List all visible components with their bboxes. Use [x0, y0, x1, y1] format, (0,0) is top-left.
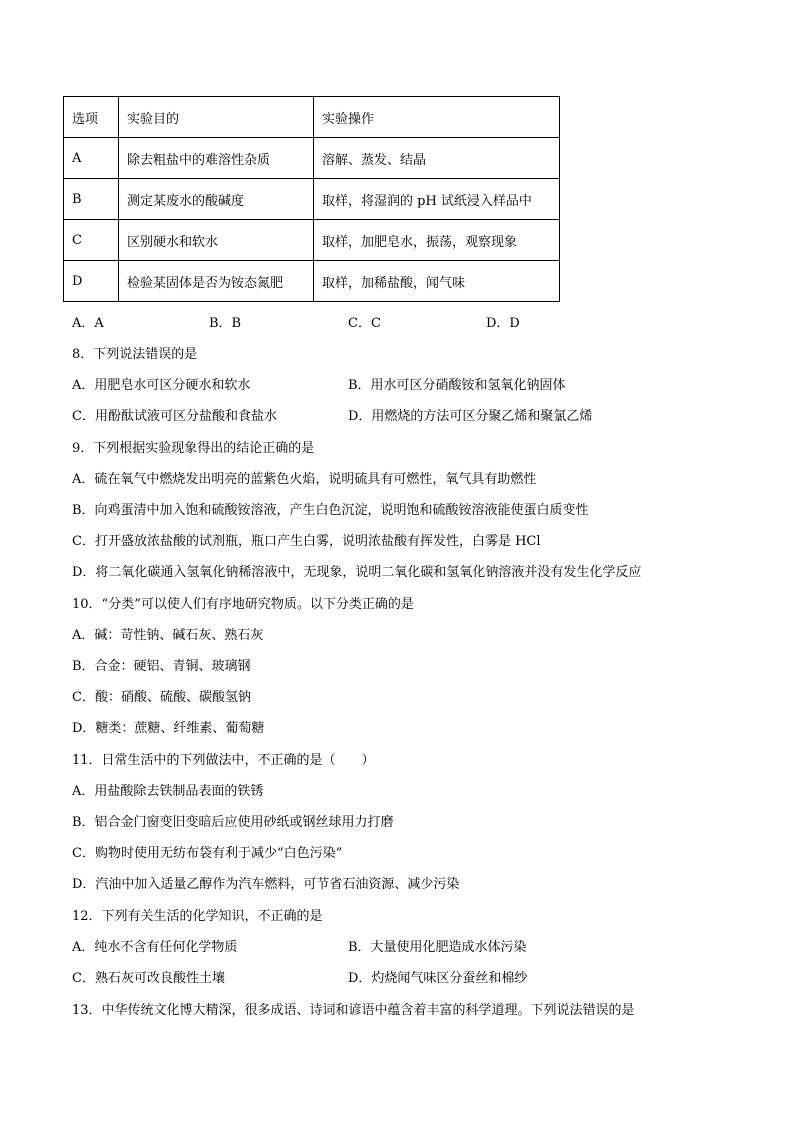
q12-option-a: A．纯水不含有任何化学物质 [72, 940, 238, 955]
q12-option-b: B．大量使用化肥造成水体污染 [348, 940, 527, 955]
q10-option-b: B．合金：硬铝、青铜、玻璃钢 [72, 659, 251, 674]
q9-option-b: B．向鸡蛋清中加入饱和硫酸铵溶液，产生白色沉淀，说明饱和硫酸铵溶液能使蛋白质变性 [72, 503, 589, 518]
table-cell: D [64, 261, 119, 302]
q9-stem: 9．下列根据实验现象得出的结论正确的是 [72, 441, 315, 456]
q7-option-c: C．C [348, 316, 381, 331]
q13-stem: 13．中华传统文化博大精深，很多成语、诗词和谚语中蕴含着丰富的科学道理。下列说法错误的是 [72, 1003, 635, 1018]
q7-option-b: B．B [209, 316, 242, 331]
table-cell: 测定某废水的酸碱度 [119, 179, 314, 220]
table-row [64, 220, 560, 261]
q8-option-d: D．用燃烧的方法可区分聚乙烯和聚氯乙烯 [348, 409, 593, 424]
table-cell: 取样，加稀盐酸，闻气味 [314, 261, 560, 302]
table-row [64, 261, 560, 302]
table-cell: 除去粗盐中的难溶性杂质 [119, 138, 314, 179]
table-cell: 区别硬水和软水 [119, 220, 314, 261]
q8-option-a: A．用肥皂水可区分硬水和软水 [72, 378, 251, 393]
table-header-cell: 实验操作 [314, 97, 560, 138]
table-cell: B [64, 179, 119, 220]
q10-option-a: A．碱：苛性钠、碱石灰、熟石灰 [72, 628, 264, 643]
q10-option-d: D．糖类：蔗糖、纤维素、葡萄糖 [72, 721, 265, 736]
table-row [64, 179, 560, 220]
table-row [64, 138, 560, 179]
table-cell: A [64, 138, 119, 179]
q9-option-d: D．将二氧化碳通入氢氧化钠稀溶液中，无现象，说明二氧化碳和氢氧化钠溶液并没有发生化学反应 [72, 565, 642, 580]
table-cell: 溶解、蒸发、结晶 [314, 138, 560, 179]
table-cell: 检验某固体是否为铵态氮肥 [119, 261, 314, 302]
table-header-cell: 选项 [64, 97, 119, 138]
q11-option-a: A．用盐酸除去铁制品表面的铁锈 [72, 784, 264, 799]
table-cell: C [64, 220, 119, 261]
experiment-table [63, 96, 560, 302]
q10-option-c: C．酸：硝酸、硫酸、碳酸氢钠 [72, 690, 251, 705]
q8-stem: 8．下列说法错误的是 [72, 347, 198, 362]
q11-option-b: B．铝合金门窗变旧变暗后应使用砂纸或钢丝球用力打磨 [72, 815, 394, 830]
q10-stem: 10．“分类”可以使人们有序地研究物质。以下分类正确的是 [72, 597, 414, 612]
table-cell: 取样，将湿润的 pH 试纸浸入样品中 [314, 179, 560, 220]
table-header-row [64, 97, 560, 138]
q12-option-c: C．熟石灰可改良酸性土壤 [72, 971, 225, 986]
q12-stem: 12．下列有关生活的化学知识，不正确的是 [72, 909, 323, 924]
table-header-cell: 实验目的 [119, 97, 314, 138]
table-cell: 取样，加肥皂水，振荡，观察现象 [314, 220, 560, 261]
q9-option-c: C．打开盛放浓盐酸的试剂瓶，瓶口产生白雾，说明浓盐酸有挥发性，白雾是 HCl [72, 534, 541, 549]
q9-option-a: A．硫在氧气中燃烧发出明亮的蓝紫色火焰，说明硫具有可燃性，氧气具有助燃性 [72, 472, 537, 487]
q8-option-b: B．用水可区分硝酸铵和氢氧化钠固体 [348, 378, 566, 393]
q11-option-c: C．购物时使用无纺布袋有利于减少“白色污染” [72, 846, 343, 861]
q11-stem: 11．日常生活中的下列做法中，不正确的是（ ） [72, 753, 375, 768]
q8-option-c: C．用酚酞试液可区分盐酸和食盐水 [72, 409, 277, 424]
q7-option-d: D．D [486, 316, 520, 331]
q11-option-d: D．汽油中加入适量乙醇作为汽车燃料，可节省石油资源、减少污染 [72, 877, 460, 892]
q12-option-d: D．灼烧闻气味区分蚕丝和棉纱 [348, 971, 528, 986]
q7-option-a: A．A [72, 316, 104, 331]
